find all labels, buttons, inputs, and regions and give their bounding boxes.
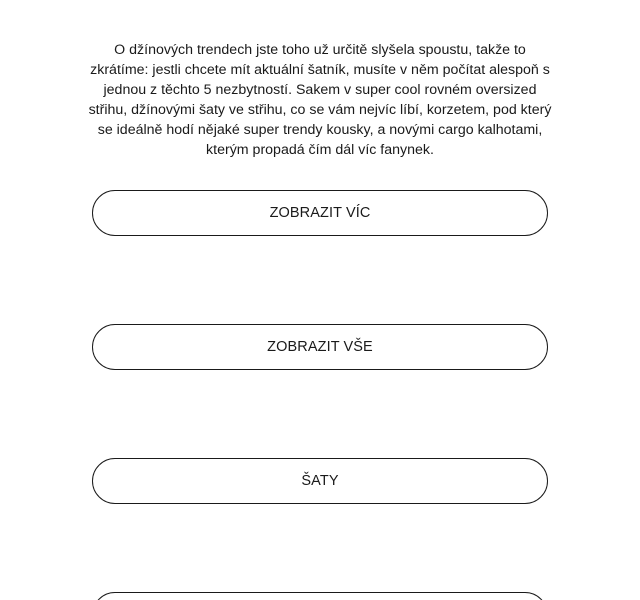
show-more-label: ZOBRAZIT VÍC: [269, 205, 371, 221]
intro-paragraph: O džínových trendech jste toho už určitě slyšela spoustu, takže to zkrátíme: jestli chcete mít aktuální šatník, musíte v něm počítat alespoň s jednou z těchto 5 nezbytností. Sakem v super cool rovném oversized střihu, džínovými šaty ve střihu, co se vám nejvíc líbí, korzetem, pod který se ideálně hodí nějaké super trendy kousky, a novými cargo kalhotami, kterým propadá čím dál víc fanynek.: [88, 42, 552, 158]
show-more-button[interactable]: [92, 190, 548, 236]
dresses-button[interactable]: [92, 458, 548, 504]
dresses-label: ŠATY: [301, 473, 339, 489]
show-all-label: ZOBRAZIT VŠE: [267, 339, 373, 355]
partial-button[interactable]: [92, 592, 548, 600]
show-all-button[interactable]: [92, 324, 548, 370]
